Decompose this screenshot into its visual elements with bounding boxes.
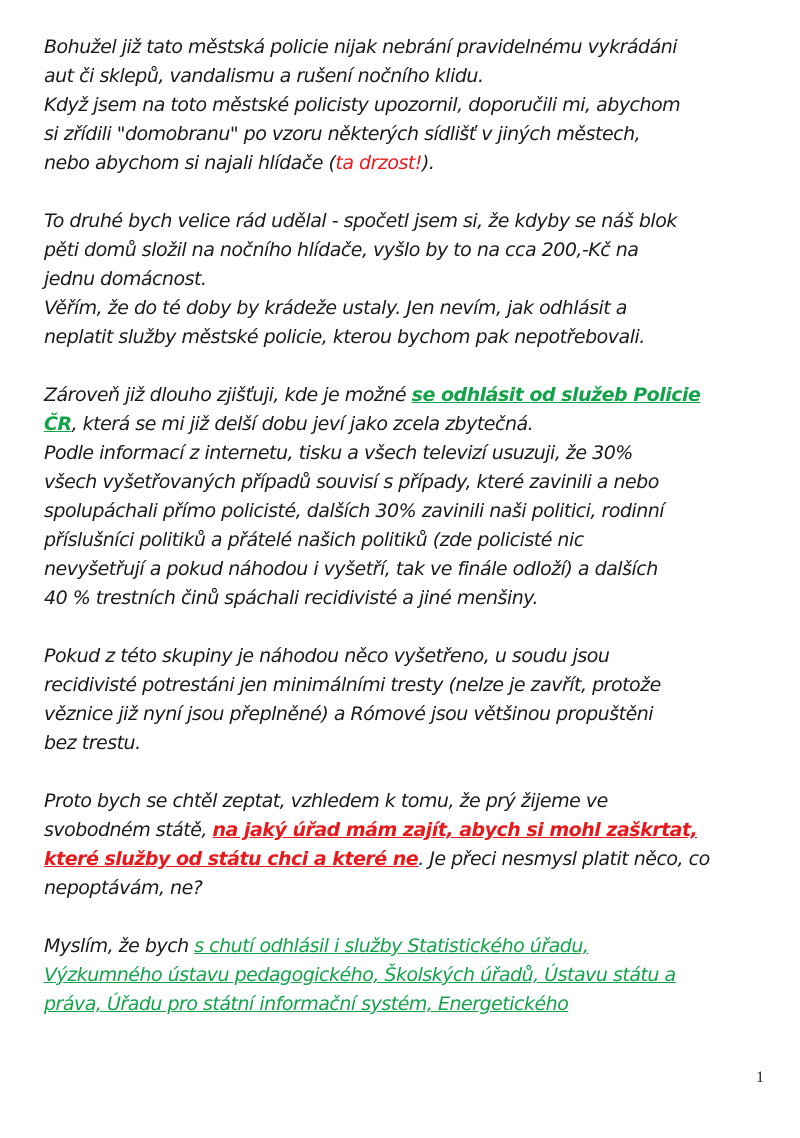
text-line [44, 845, 744, 874]
text-line [44, 410, 744, 439]
text-segment: Zároveň již dlouho zjišťuji, kde je možné [44, 384, 412, 406]
text-line: nevyšetřují a pokud náhodou i vyšetří, tak ve finále odloží) a dalších [44, 558, 658, 580]
offices-unsubscribe-link-continued[interactable]: práva, Úřadu pro státní informační systém, Energetického [44, 993, 569, 1015]
document-body [44, 33, 744, 1019]
paragraph-gap [44, 613, 744, 642]
text-line: nepoptávám, ne? [44, 877, 203, 899]
text-line [44, 932, 744, 961]
paragraph-gap [44, 178, 744, 207]
paragraph-gap [44, 758, 744, 787]
text-segment: svobodném státě, [44, 819, 213, 841]
office-question-link-continued[interactable]: které služby od státu chci a které ne [44, 848, 419, 870]
text-line: věznice již nyní jsou přeplněné) a Rómové jsou většinou propuštěni [44, 703, 654, 725]
paragraph-5 [44, 787, 744, 903]
office-question-link[interactable]: na jaký úřad mám zajít, abych si mohl zaškrtat, [212, 819, 698, 841]
paragraph-4 [44, 642, 744, 758]
text-segment: . Je přeci nesmysl platit něco, co [418, 848, 710, 870]
text-line: Proto bych se chtěl zeptat, vzhledem k tomu, že prý žijeme ve [44, 790, 608, 812]
text-line: Když jsem na toto městské policisty upozornil, doporučili mi, abychom [44, 94, 681, 116]
text-line [44, 990, 744, 1019]
text-line: aut či sklepů, vandalismu a rušení nočního klidu. [44, 65, 484, 87]
text-line [44, 381, 744, 410]
text-line [44, 961, 744, 990]
text-line: jednu domácnost. [44, 268, 207, 290]
text-line: všech vyšetřovaných případů souvisí s případy, které zavinili a nebo [44, 471, 659, 493]
text-segment: nebo abychom si najali hlídače ( [44, 152, 336, 174]
paragraph-gap [44, 352, 744, 381]
offices-unsubscribe-link-continued[interactable]: Výzkumného ústavu pedagogického, Školských úřadů, Ústavu státu a [44, 964, 676, 986]
text-line: Pokud z této skupiny je náhodou něco vyšetřeno, u soudu jsou [44, 645, 610, 667]
text-segment: Myslím, že bych [44, 935, 195, 957]
text-segment: , která se mi již delší dobu jeví jako zcela zbytečná. [71, 413, 534, 435]
police-unsubscribe-link-continued[interactable]: ČR [44, 413, 72, 435]
page-number: 1 [756, 1069, 764, 1086]
text-line: 40 % trestních činů spáchali recidivisté a jiné menšiny. [44, 587, 539, 609]
text-line: recidivisté potrestáni jen minimálními tresty (nelze je zavřít, protože [44, 674, 661, 696]
paragraph-1 [44, 33, 744, 178]
paragraph-3 [44, 381, 744, 613]
text-line: Věřím, že do té doby by krádeže ustaly. Jen nevím, jak odhlásit a [44, 297, 627, 319]
text-segment: ). [421, 152, 435, 174]
paragraph-2 [44, 207, 744, 352]
red-highlight-text: ta drzost! [335, 152, 422, 174]
text-line: příslušníci politiků a přátelé našich politiků (zde policisté nic [44, 529, 584, 551]
text-line: To druhé bych velice rád udělal - spočetl jsem si, že kdyby se náš blok [44, 210, 677, 232]
text-line: Bohužel již tato městská policie nijak nebrání pravidelnému vykrádáni [44, 36, 678, 58]
paragraph-gap [44, 903, 744, 932]
text-line: neplatit služby městské policie, kterou bychom pak nepotřebovali. [44, 326, 645, 348]
text-line: spolupáchali přímo policisté, dalších 30% zavinili naši politici, rodinní [44, 500, 665, 522]
text-line: bez trestu. [44, 732, 141, 754]
text-line [44, 816, 744, 845]
text-line: Podle informací z internetu, tisku a všech televizí usuzuji, že 30% [44, 442, 633, 464]
paragraph-6 [44, 932, 744, 1019]
police-unsubscribe-link[interactable]: se odhlásit od služeb Policie [411, 384, 701, 406]
offices-unsubscribe-link[interactable]: s chutí odhlásil i služby Statistického úřadu, [194, 935, 589, 957]
text-line: si zřídili "domobranu" po vzoru některých sídlišť v jiných městech, [44, 123, 641, 145]
text-line: pěti domů složil na nočního hlídače, vyšlo by to na cca 200,-Kč na [44, 239, 639, 261]
text-line [44, 149, 744, 178]
